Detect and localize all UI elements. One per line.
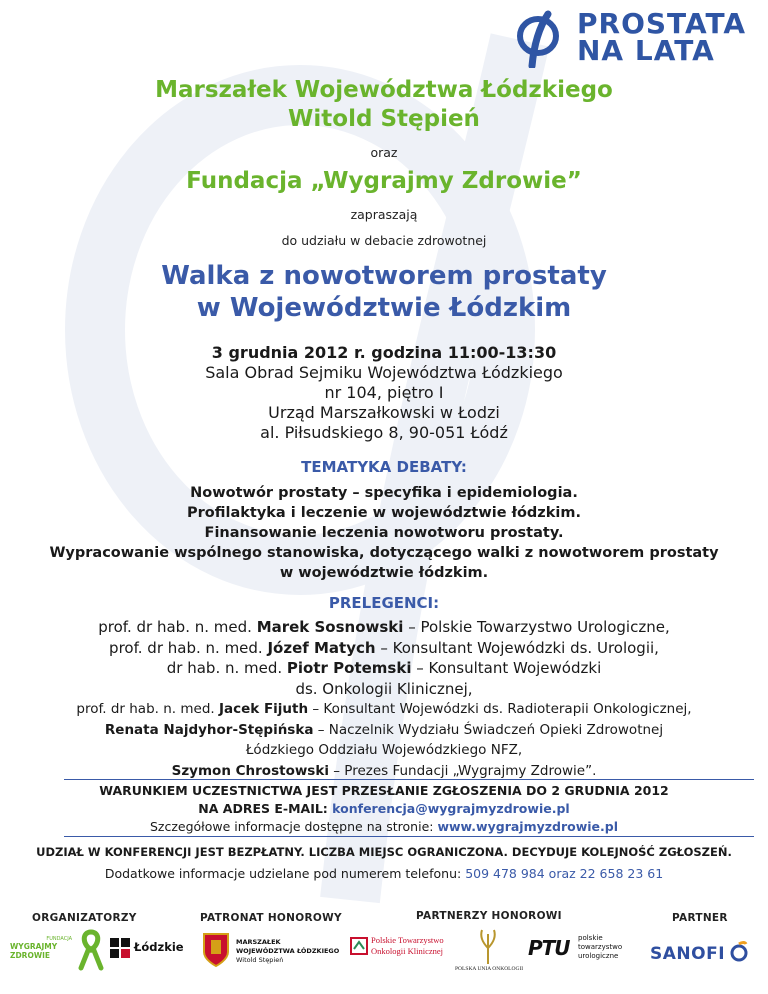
and-text: oraz bbox=[370, 145, 398, 160]
venue-line1: Sala Obrad Sejmiku Województwa Łódzkiego bbox=[205, 363, 563, 382]
logo-line1: PROSTATA bbox=[577, 7, 747, 40]
invite-to-text: do udziału w debacie zdrowotnej bbox=[281, 233, 487, 248]
conditions-line2: NA ADRES E-MAIL: konferencja@wygrajmyzdrowie.pl bbox=[198, 801, 570, 816]
speakers-list bbox=[0, 617, 768, 781]
event-details bbox=[0, 343, 768, 443]
topic-item: Nowotwór prostaty – specyfika i epidemiologia. bbox=[190, 485, 578, 501]
lodzkie-mark-icon bbox=[110, 938, 130, 958]
logo-line2: NA LATA bbox=[577, 34, 715, 67]
venue-line3: Urząd Marszałkowski w Łodzi bbox=[268, 403, 500, 422]
topic-item: w województwie łódzkim. bbox=[279, 565, 489, 581]
puo-logo-text: POLSKA UNIA ONKOLOGII bbox=[455, 966, 524, 972]
patronage-heading: PATRONAT HONOROWY bbox=[200, 912, 342, 924]
topic-item: Profilaktyka i leczenie w województwie łódzkim. bbox=[187, 505, 581, 521]
speaker-name: Piotr Potemski bbox=[286, 659, 412, 677]
ptu-logo-text: polskie towarzystwo urologiczne bbox=[578, 934, 623, 960]
conditions-line4: UDZIAŁ W KONFERENCJI JEST BEZPŁATNY. LICZBA MIEJSC OGRANICZONA. DECYDUJE KOLEJNOŚĆ ZGŁOSZEŃ. bbox=[36, 845, 732, 859]
prostata-na-lata-logo bbox=[514, 7, 754, 68]
ptu-logo-abbr: PTU bbox=[528, 936, 570, 960]
speaker-row: prof. dr hab. n. med. Józef Matych – Konsultant Wojewódzki ds. Urologii, bbox=[109, 638, 659, 657]
divider bbox=[64, 779, 754, 780]
website-link[interactable]: www.wygrajmyzdrowie.pl bbox=[437, 819, 619, 834]
topic-item: Wypracowanie wspólnego stanowiska, dotyczącego walki z nowotworem prostaty bbox=[49, 545, 719, 561]
sanofi-logo-text: SANOFI bbox=[650, 944, 726, 964]
partners-honorary-heading: PARTNERZY HONOROWI bbox=[416, 910, 562, 922]
partner-heading: PARTNER bbox=[672, 912, 728, 924]
event-date: 3 grudnia 2012 r. godzina 11:00-13:30 bbox=[211, 343, 557, 362]
phi-logo-icon bbox=[514, 10, 572, 68]
host1-name: Witold Stępień bbox=[288, 106, 480, 132]
topics-heading: TEMATYKA DEBATY: bbox=[301, 458, 467, 476]
green-ribbon-icon bbox=[78, 928, 104, 972]
venue-line4: al. Piłsudskiego 8, 90-051 Łódź bbox=[260, 423, 508, 442]
venue-line2: nr 104, piętro I bbox=[324, 383, 444, 402]
conditions-block bbox=[0, 782, 768, 836]
conditions-line3: Szczegółowe informacje dostępne na stronie: www.wygrajmyzdrowie.pl bbox=[149, 819, 619, 834]
puo-mark-icon bbox=[476, 928, 500, 966]
phone-numbers: 509 478 984 oraz 22 658 23 61 bbox=[465, 866, 664, 881]
sanofi-mark-icon bbox=[730, 940, 748, 962]
conditions-line5: Dodatkowe informacje udzielane pod numerem telefonu: 509 478 984 oraz 22 658 23 61 bbox=[104, 866, 664, 881]
conditions-line1: WARUNKIEM UCZESTNICTWA JEST PRZESŁANIE ZGŁOSZENIA DO 2 GRUDNIA 2012 bbox=[99, 783, 669, 798]
host1 bbox=[0, 76, 768, 134]
speaker-row: prof. dr hab. n. med. Marek Sosnowski – Polskie Towarzystwo Urologiczne, bbox=[98, 618, 670, 636]
title-line1: Walka z nowotworem prostaty bbox=[161, 261, 607, 291]
email-link[interactable]: konferencja@wygrajmyzdrowie.pl bbox=[332, 801, 570, 816]
speaker-row-cont: ds. Onkologii Klinicznej, bbox=[295, 679, 473, 698]
speaker-name: Szymon Chrostowski bbox=[171, 762, 329, 779]
topics-list bbox=[0, 483, 768, 583]
conditions-block-2 bbox=[0, 843, 768, 883]
speaker-name: Renata Najdyhor-Stępińska bbox=[104, 721, 314, 738]
ptok-mark-icon bbox=[350, 937, 368, 955]
speaker-name: Józef Matych bbox=[267, 638, 376, 657]
speaker-row: Renata Najdyhor-Stępińska – Naczelnik Wydziału Świadczeń Opieki Zdrowotnej bbox=[104, 721, 664, 738]
invite-text: zapraszają bbox=[350, 207, 418, 222]
speakers-heading: PRELEGENCI: bbox=[328, 594, 440, 612]
marszalek-logo-text: MARSZAŁEK WOJEWÓDZTWA ŁÓDZKIEGO Witold Stępień bbox=[236, 938, 340, 964]
topic-item: Finansowanie leczenia nowotworu prostaty. bbox=[204, 525, 564, 541]
speaker-row: Szymon Chrostowski – Prezes Fundacji „Wygrajmy Zdrowie”. bbox=[171, 762, 597, 779]
host2: Fundacja „Wygrajmy Zdrowie” bbox=[186, 168, 582, 194]
title-line2: w Województwie Łódzkim bbox=[196, 293, 572, 323]
organizers-heading: ORGANIZATORZY bbox=[32, 912, 137, 924]
ptok-logo-text: Polskie Towarzystwo Onkologii Klinicznej bbox=[371, 935, 444, 956]
coat-of-arms-icon bbox=[202, 932, 230, 968]
speaker-row: dr hab. n. med. Piotr Potemski – Konsultant Wojewódzki bbox=[166, 659, 602, 677]
speaker-row: prof. dr hab. n. med. Jacek Fijuth – Konsultant Wojewódzki ds. Radioterapii Onkologicznej, bbox=[76, 701, 692, 717]
divider bbox=[64, 836, 754, 837]
event-title bbox=[0, 260, 768, 324]
speaker-name: Marek Sosnowski bbox=[256, 618, 404, 636]
lodzkie-logo: Łódzkie bbox=[110, 938, 180, 962]
wygrajmy-zdrowie-logo: FUNDACJA WYGRAJMY ZDROWIE bbox=[10, 936, 72, 960]
speaker-row-cont: Łódzkiego Oddziału Wojewódzkiego NFZ, bbox=[245, 742, 523, 758]
host1-title: Marszałek Województwa Łódzkiego bbox=[155, 77, 613, 103]
speaker-name: Jacek Fijuth bbox=[218, 701, 309, 717]
